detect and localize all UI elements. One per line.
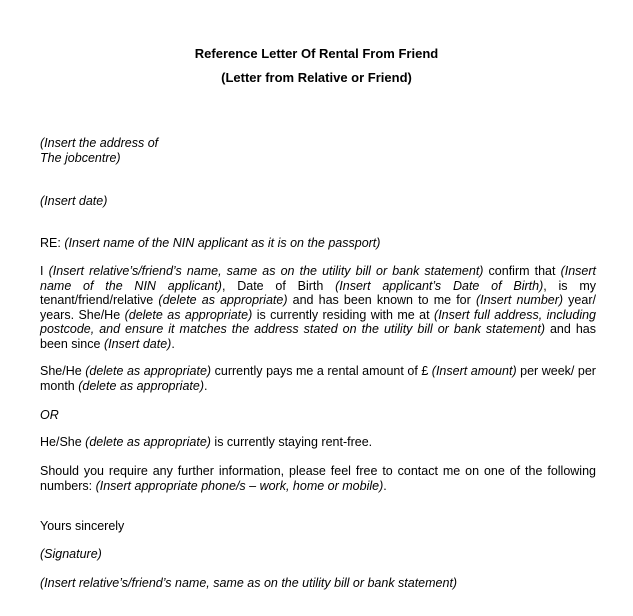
address-line: (Insert the address of [40, 136, 159, 150]
placeholder-text: (delete as appropriate) [85, 364, 212, 378]
body-text: currently pays me a rental amount of £ [211, 364, 432, 378]
body-text: and has been since [40, 322, 596, 351]
paragraph-rent [40, 364, 596, 393]
placeholder-text: (Insert applicant’s Date of Birth) [335, 278, 544, 293]
address-block [40, 136, 596, 165]
name-line: (Insert relative’s/friend’s name, same as on the utility bill or bank statement) [40, 576, 458, 590]
paragraph-rent-free [40, 435, 596, 450]
body-text: per week/ per month [40, 364, 596, 393]
re-text: (Insert name of the NIN applicant as it is on the passport) [64, 236, 381, 250]
placeholder-text: (delete as appropriate) [78, 378, 204, 393]
placeholder-text: (delete as appropriate) [124, 307, 253, 322]
placeholder-text: (Insert name of the NIN applicant) [40, 264, 597, 293]
or-line: OR [40, 408, 59, 422]
body-text: . [171, 336, 175, 351]
date-line: (Insert date) [40, 194, 108, 208]
body-text: She/He [40, 364, 86, 378]
body-text: . [204, 378, 208, 393]
re-line [40, 236, 596, 251]
body-text: He/She [40, 435, 86, 449]
address-line: The jobcentre) [40, 150, 121, 165]
body-text: and has been known to me for [287, 293, 476, 308]
re-prefix: RE: [40, 236, 65, 250]
placeholder-text: (delete as appropriate) [85, 435, 211, 449]
body-text: year/ years. She/He [40, 293, 596, 322]
body-text: I [40, 264, 49, 278]
body-text: , Date of Birth [221, 278, 336, 293]
body-text: . [383, 478, 387, 493]
signature-line: (Signature) [40, 547, 102, 561]
body-text: is currently residing with me at [252, 307, 435, 322]
placeholder-text: (Insert number) [475, 293, 564, 308]
paragraph-contact [40, 464, 596, 493]
body-text: confirm that [483, 264, 561, 278]
body-text: is currently staying rent-free. [210, 435, 373, 449]
paragraph-residence [40, 264, 596, 352]
placeholder-text: (Insert amount) [431, 364, 517, 378]
placeholder-text: (Insert full address, including postcode, and ensure it matches the address stated on the utility bill or bank statement) [40, 307, 597, 337]
placeholder-text: (Insert appropriate phone/s – work, home or mobile) [95, 478, 384, 493]
letter-title: Reference Letter Of Rental From Friend [194, 46, 439, 61]
body-text: , is my tenant/friend/relative [40, 278, 596, 308]
letter-subtitle: (Letter from Relative or Friend) [221, 70, 412, 85]
placeholder-text: (delete as appropriate) [158, 293, 288, 308]
closing-line: Yours sincerely [40, 519, 125, 533]
placeholder-text: (Insert date) [103, 336, 172, 351]
body-text: Should you require any further information, please feel free to contact me on one of the following numbers: [40, 464, 596, 493]
placeholder-text: (Insert relative’s/friend’s name, same as on the utility bill or bank statement) [48, 264, 484, 278]
